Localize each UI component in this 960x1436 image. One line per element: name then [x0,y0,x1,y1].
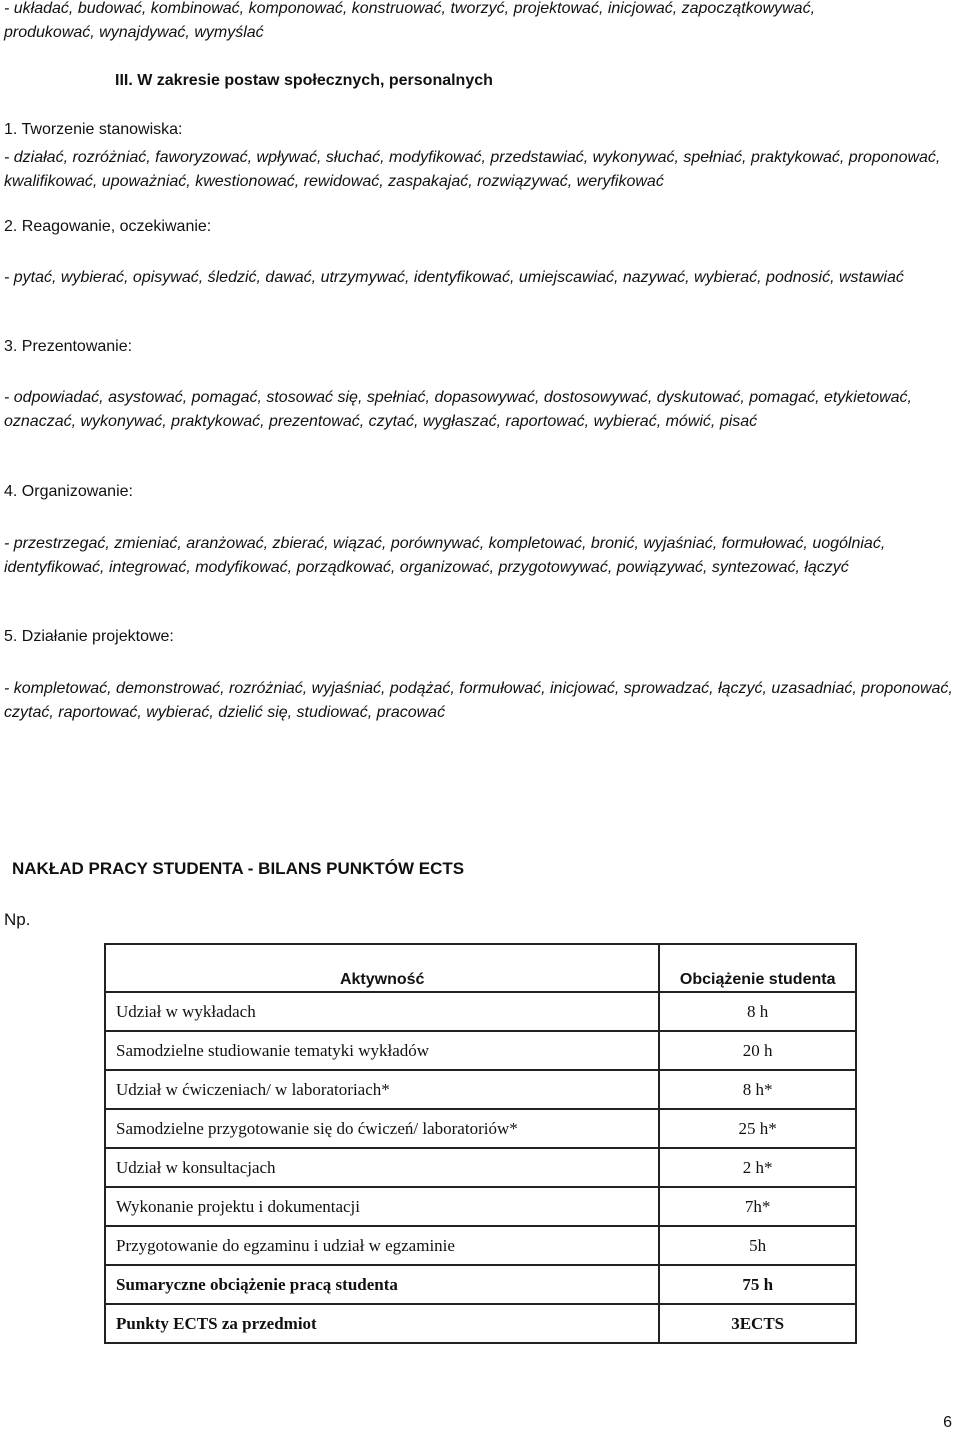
load-cell: 20 h [659,1031,856,1070]
activity-cell: Samodzielne studiowanie tematyki wykładów [105,1031,659,1070]
load-cell: 8 h [659,992,856,1031]
activity-cell: Udział w wykładach [105,992,659,1031]
section-heading-3: 3. Prezentowanie: [4,338,133,355]
table-header-row [105,944,856,992]
section-text-4: - przestrzegać, zmieniać, aranżować, zbierać, wiązać, porównywać, kompletować, bronić, wyjaśniać, formułować, uogólniać, identyfikować, integrować, modyfikować, porządkować, organizować, przygotowywać, powiązywać, syntezować, łączyć [4,535,886,576]
section-heading-1: 1. Tworzenie stanowiska: [4,121,183,138]
activity-cell: Przygotowanie do egzaminu i udział w egzaminie [105,1226,659,1265]
activity-cell: Wykonanie projektu i dokumentacji [105,1187,659,1226]
section-title: III. W zakresie postaw społecznych, personalnych [115,72,493,89]
section-text-3: - odpowiadać, asystować, pomagać, stosować się, spełniać, dopasowywać, dostosowywać, dyskutować, pomagać, etykietować, oznaczać, wykonywać, praktykować, prezentować, czytać, wygłaszać, raportować, wybierać, mówić, pisać [4,389,912,430]
section-text-5: - kompletować, demonstrować, rozróżniać, wyjaśniać, podążać, formułować, inicjować, sprowadzać, łączyć, uzasadniać, proponować, czytać, raportować, wybierać, dzielić się, studiować, pracować [4,680,953,721]
section-text-2: - pytać, wybierać, opisywać, śledzić, dawać, utrzymywać, identyfikować, umiejscawiać, nazywać, wybierać, podnosić, wstawiać [4,269,904,286]
load-cell: 2 h* [659,1148,856,1187]
table-row [105,1187,856,1226]
workload-title: NAKŁAD PRACY STUDENTA - BILANS PUNKTÓW ECTS [12,859,465,878]
intro-line-1: - układać, budować, kombinować, komponować, konstruować, tworzyć, projektować, inicjować, zapoczątkowywać, [4,0,816,17]
page-number: 6 [943,1414,952,1431]
activity-cell: Samodzielne przygotowanie się do ćwiczeń/ laboratoriów* [105,1109,659,1148]
table-row [105,992,856,1031]
intro-line-2: produkować, wynajdywać, wymyślać [4,24,264,41]
section-text-1: - działać, rozróżniać, faworyzować, wpływać, słuchać, modyfikować, przedstawiać, wykonywać, spełniać, praktykować, proponować, kwalifikować, upoważniać, kwestionować, rewidować, zaspakajać, rozwiązywać, weryfikować [4,149,941,190]
ects-table [104,943,857,1344]
activity-cell: Sumaryczne obciążenie pracą studenta [105,1265,659,1304]
activity-cell: Punkty ECTS za przedmiot [105,1304,659,1343]
table-row-ects [105,1304,856,1343]
np-label: Np. [4,910,31,929]
load-cell: 75 h [659,1265,856,1304]
activity-cell: Udział w konsultacjach [105,1148,659,1187]
column-header-load: Obciążenie studenta [659,944,856,992]
table-row [105,1070,856,1109]
activity-cell: Udział w ćwiczeniach/ w laboratoriach* [105,1070,659,1109]
section-heading-4: 4. Organizowanie: [4,483,133,500]
load-cell: 25 h* [659,1109,856,1148]
section-heading-2: 2. Reagowanie, oczekiwanie: [4,218,212,235]
load-cell: 5h [659,1226,856,1265]
table-row [105,1148,856,1187]
column-header-activity: Aktywność [105,944,659,992]
table-row [105,1109,856,1148]
table-row [105,1226,856,1265]
load-cell: 8 h* [659,1070,856,1109]
table-row [105,1031,856,1070]
load-cell: 7h* [659,1187,856,1226]
load-cell: 3ECTS [659,1304,856,1343]
table-row-total [105,1265,856,1304]
section-heading-5: 5. Działanie projektowe: [4,628,174,645]
